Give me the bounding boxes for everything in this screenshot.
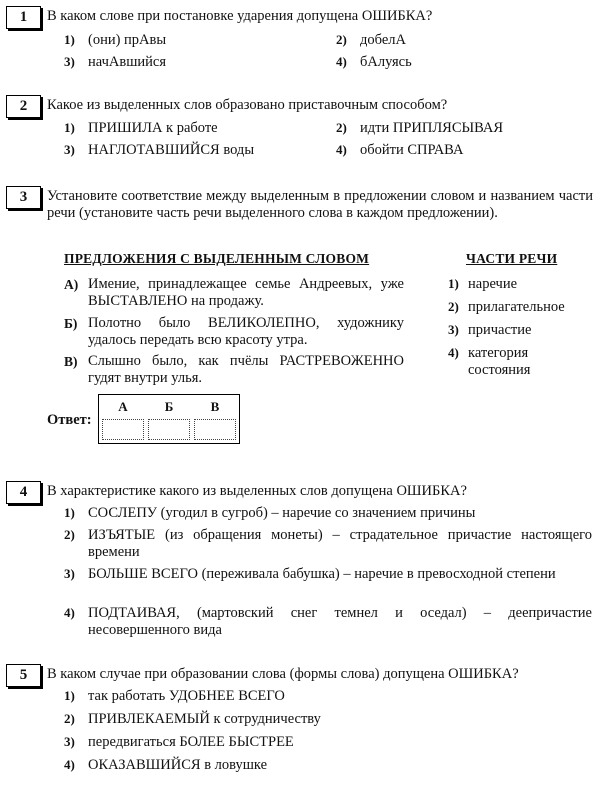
question-text: Какое из выделенных слов образовано приставочным способом? <box>47 97 448 113</box>
answer-cell-c[interactable] <box>194 419 236 440</box>
question-number: 2 <box>6 95 41 118</box>
sentence-a: А) Имение, принадлежащее семье Андреевых, уже ВЫСТАВЛЕНО на продажу. <box>64 276 404 309</box>
sentences-header: ПРЕДЛОЖЕНИЯ С ВЫДЕЛЕННЫМ СЛОВОМ <box>64 251 370 266</box>
answer-option-3[interactable]: 3) БОЛЬШЕ ВСЕГО (переживала бабушка) – наречие в превосходной степени <box>64 566 556 582</box>
answer-option-2[interactable]: 2) ИЗЪЯТЫЕ (из обращения монеты) – страдательное причастие настоящего времени <box>64 527 592 560</box>
parts-of-speech-header: ЧАСТИ РЕЧИ <box>466 251 558 266</box>
question-text: В каком случае при образовании слова (формы слова) допущена ОШИБКА? <box>47 666 519 682</box>
question-text: В характеристике какого из выделенных слов допущена ОШИБКА? <box>47 483 467 499</box>
question-text: В каком слове при постановке ударения допущена ОШИБКА? <box>47 8 433 24</box>
question-number: 5 <box>6 664 41 687</box>
part-of-speech-4: 4) категория состояния <box>448 345 531 378</box>
answer-option-4[interactable]: 4) ПОДТАИВАЯ, (мартовский снег темнел и оседал) – деепричастие несовершенного вида <box>64 605 592 638</box>
answer-column-c: В <box>210 399 220 414</box>
question-number: 3 <box>6 186 41 209</box>
answer-column-b: Б <box>164 399 174 414</box>
question-text: Установите соответствие между выделенным в предложении словом и названием части речи (установите часть речи выделенного слова в каждом предложении). <box>47 188 593 221</box>
question-number: 1 <box>6 6 41 29</box>
sentence-b: Б) Полотно было ВЕЛИКОЛЕПНО, художнику удалось передать всю красоту утра. <box>64 315 404 348</box>
answer-cell-b[interactable] <box>148 419 190 440</box>
answer-table <box>98 394 240 444</box>
answer-cell-a[interactable] <box>102 419 144 440</box>
sentence-c: В) Слышно было, как пчёлы РАСТРЕВОЖЕННО гудят внутри улья. <box>64 353 404 386</box>
answer-label: Ответ: <box>47 412 92 428</box>
answer-column-a: А <box>118 399 128 414</box>
question-number: 4 <box>6 481 41 504</box>
